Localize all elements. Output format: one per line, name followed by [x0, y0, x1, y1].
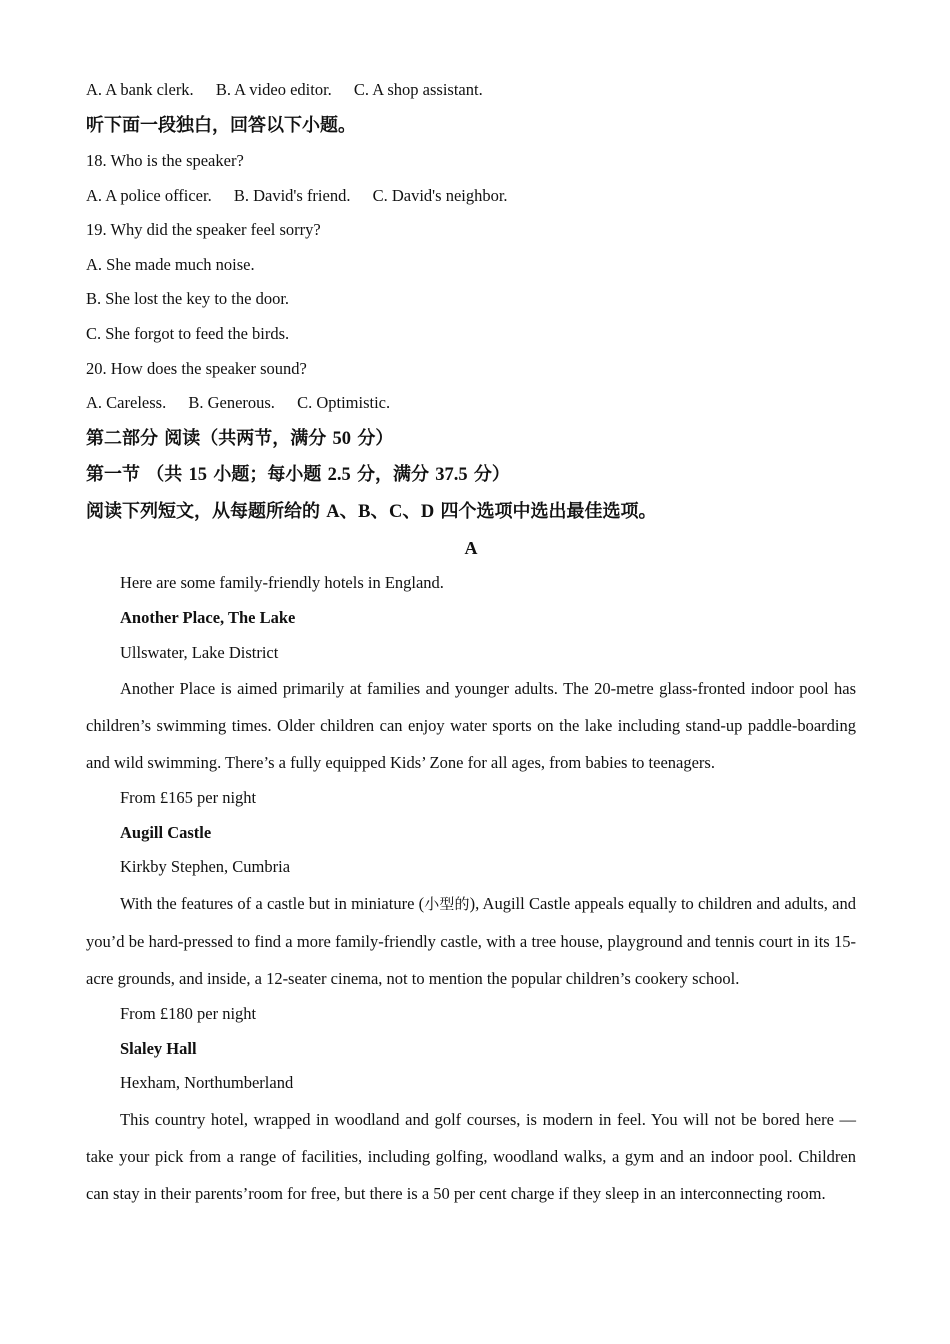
q18-question: 18. Who is the speaker? — [86, 151, 244, 171]
hotel-location: Hexham, Northumberland — [120, 1073, 294, 1093]
hotel-description: Another Place is aimed primarily at families and younger adults. The 20-metre glass-fronted indoor pool has children’s swimming times. Older children can enjoy water sports on the lake including stand-up paddle-boarding and wild swimming. There’s a fully equipped Kids’ Zone for all ages, from babies to teenagers. — [86, 679, 856, 773]
part2-heading-score: 50 — [332, 428, 352, 449]
part2-heading-post: 分） — [351, 427, 394, 449]
q19-option-c: C. She forgot to feed the birds. — [86, 324, 290, 344]
hotel-location: Kirkby Stephen, Cumbria — [120, 857, 291, 877]
q19-option-b: B. She lost the key to the door. — [86, 289, 290, 309]
hotel-description-part2: ), Augill Castle appeals equally to children and adults, and you’d be hard-pressed to find a more family-friendly castle, with a tree house, playground and tennis court in its 15-acre grounds, and inside, a 12-seater cinema, not to mention the popular children’s cookery school. — [86, 893, 856, 988]
q18-option-c: C. David's neighbor. — [372, 185, 508, 205]
section1-heading-post: 分） — [467, 464, 510, 486]
section1-heading — [86, 457, 856, 494]
q20-options — [86, 386, 856, 421]
hotel-name: Another Place, The Lake — [120, 607, 296, 627]
q18-option-a: A. A police officer. — [86, 185, 212, 205]
q17-options — [86, 73, 856, 108]
section1-heading-mid1: 小题；每小题 — [207, 464, 328, 486]
q20-option-a: A. Careless. — [86, 393, 167, 413]
q19-question: 19. Why did the speaker feel sorry? — [86, 220, 321, 240]
hotel-name: Slaley Hall — [120, 1038, 197, 1058]
reading-instruction-pre: 阅读下列短文，从每题所给的 — [86, 500, 327, 522]
q20-question: 20. How does the speaker sound? — [86, 358, 307, 378]
passage-intro: Here are some family-friendly hotels in England. — [120, 573, 444, 593]
q18-option-b: B. David's friend. — [233, 185, 351, 205]
section1-heading-pre: 第一节 （共 — [86, 464, 189, 486]
q17-option-c: C. A shop assistant. — [353, 80, 483, 99]
section1-heading-mid2: 分，满分 — [350, 464, 436, 486]
reading-instruction — [86, 494, 856, 531]
section1-points-each: 2.5 — [327, 465, 351, 486]
q19-option-a: A. She made much noise. — [86, 254, 255, 274]
passage-letter: A — [464, 538, 478, 559]
hotel-price: From £180 per night — [120, 1003, 257, 1023]
hotel-location: Ullswater, Lake District — [120, 642, 279, 662]
hotel-price: From £165 per night — [120, 788, 257, 808]
hotel-description-part1: With the features of a castle but in miniature ( — [120, 893, 425, 913]
part2-heading-pre: 第二部分 阅读（共两节，满分 — [86, 427, 333, 449]
q17-option-b: B. A video editor. — [215, 80, 332, 99]
q17-option-a: A. A bank clerk. — [86, 80, 194, 99]
part2-heading — [86, 421, 856, 458]
q18-options — [86, 179, 856, 214]
reading-instruction-letters: A、B、C、D — [326, 501, 435, 522]
monologue-instruction: 听下面一段独白，回答以下小题。 — [86, 114, 356, 136]
exam-page — [86, 73, 856, 1212]
hotel-name: Augill Castle — [120, 822, 212, 842]
q20-option-c: C. Optimistic. — [297, 393, 391, 413]
hotel-description: This country hotel, wrapped in woodland and golf courses, is modern in feel. You will not be bored here — take your pick from a range of facilities, including golfing, woodland walks, a gym and an indoor pool. Children can stay in their parents’room for free, but there is a 50 per cent charge if they sleep in an interconnecting room. — [86, 1109, 856, 1203]
q20-option-b: B. Generous. — [188, 393, 275, 413]
section1-question-count: 15 — [188, 465, 208, 486]
section1-total-points: 37.5 — [435, 465, 468, 486]
hotel-description-gloss: 小型的 — [424, 894, 470, 913]
hotel-description — [86, 885, 856, 997]
reading-instruction-post: 四个选项中选出最佳选项。 — [434, 500, 657, 522]
